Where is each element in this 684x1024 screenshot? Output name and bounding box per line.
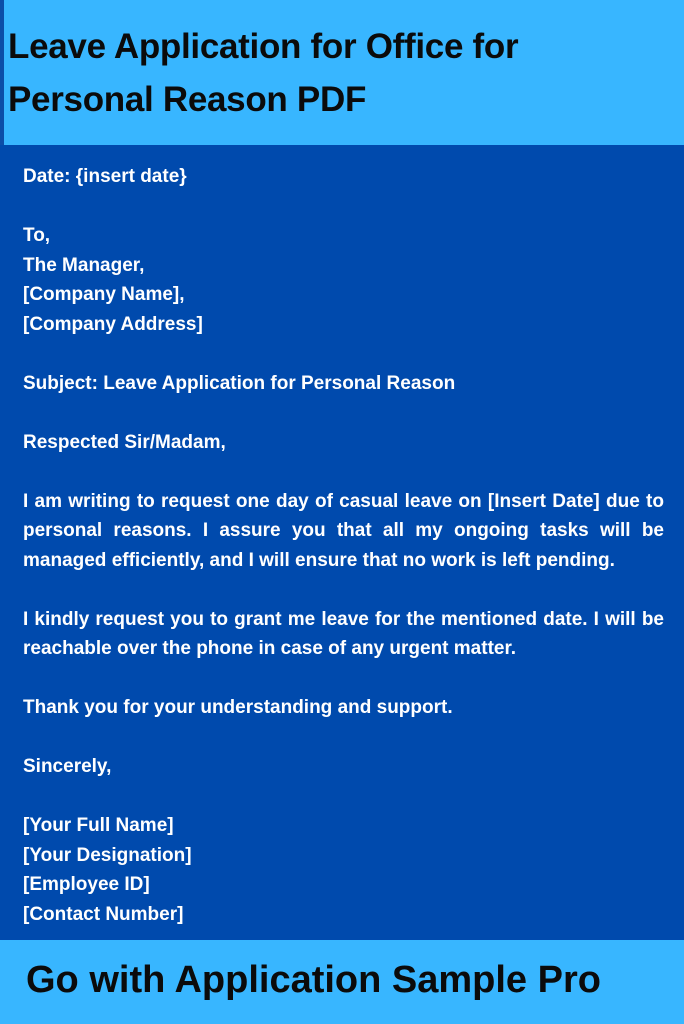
spacer [23, 192, 664, 222]
footer-banner [0, 940, 684, 1024]
salutation: Respected Sir/Madam, [23, 431, 226, 453]
spacer [23, 457, 664, 487]
header-banner [0, 0, 684, 145]
spacer [23, 664, 664, 694]
spacer [23, 723, 664, 753]
date-line: Date: {insert date} [23, 166, 187, 187]
signature-employee-id: [Employee ID] [23, 874, 150, 895]
closing: Sincerely, [23, 756, 112, 777]
signature-designation: [Your Designation] [23, 844, 192, 866]
page-title: Leave Application for Office for Personal Reason PDF [8, 27, 519, 119]
spacer [23, 339, 664, 369]
recipient-address: [Company Address] [23, 313, 203, 335]
body-paragraph: Thank you for your understanding and support. [23, 697, 453, 718]
letter-body [23, 162, 664, 929]
body-paragraph: I kindly request you to grant me leave for the mentioned date. I will be reachable over the phone in case of any urgent matter. [23, 608, 664, 659]
footer-brand-text: Go with Application Sample Pro [26, 959, 601, 1001]
recipient-name: The Manager, [23, 254, 145, 276]
spacer [23, 782, 664, 812]
subject-line: Subject: Leave Application for Personal Reason [23, 372, 456, 394]
recipient-to: To, [23, 225, 51, 246]
signature-contact: [Contact Number] [23, 903, 184, 925]
letter-panel [0, 145, 684, 940]
recipient-company: [Company Name], [23, 284, 185, 305]
spacer [23, 575, 664, 605]
signature-name: [Your Full Name] [23, 815, 174, 836]
spacer [23, 398, 664, 428]
body-paragraph: I am writing to request one day of casual leave on [Insert Date] due to personal reasons. I assure you that all my ongoing tasks will be managed efficiently, and I will ensure that no work is left pending. [23, 490, 664, 571]
